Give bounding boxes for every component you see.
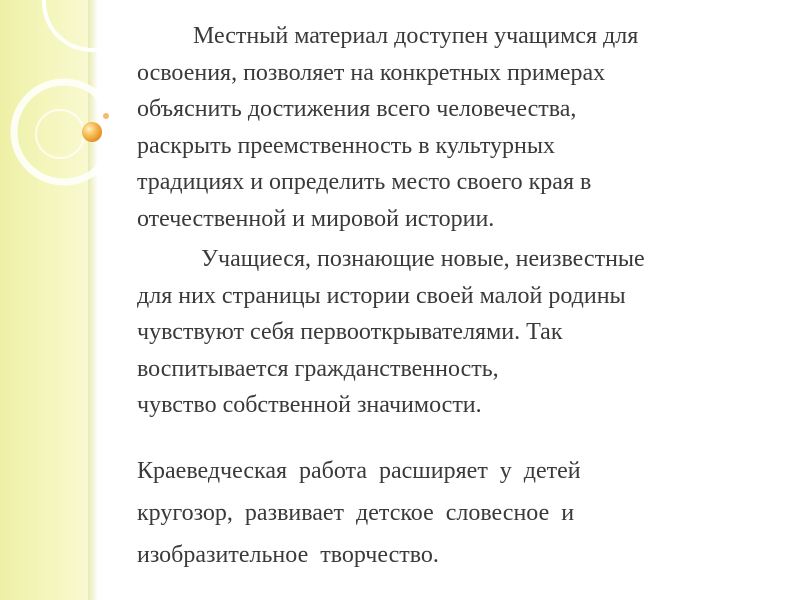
paragraph-local-history-work — [137, 450, 767, 576]
text-line: традициях и определить место своего края в — [137, 169, 592, 195]
text-line: освоения, позволяет на конкретных примерах — [137, 59, 606, 86]
paragraph-students-discoverers — [137, 241, 767, 424]
orange-orb — [82, 122, 102, 142]
text-line: кругозор, развивает детское словесное и — [137, 499, 575, 526]
text-line: чувствуют себя первооткрывателями. Так — [137, 319, 563, 345]
text-line: объяснить достижения всего человечества, — [137, 96, 577, 122]
text-line: изобразительное творчество. — [137, 541, 439, 568]
text-line: отечественной и мировой истории. — [137, 205, 495, 232]
text-line: Местный материал доступен учащимся для — [193, 23, 639, 49]
slide-text — [137, 18, 767, 576]
decorative-circles-ornament — [0, 0, 160, 240]
small-ring — [36, 110, 84, 158]
large-ring — [44, 0, 140, 50]
text-line: раскрыть преемственность в культурных — [137, 132, 555, 159]
text-line: чувство собственной значимости. — [137, 392, 482, 418]
text-line: для них страницы истории своей малой родины — [137, 282, 626, 309]
paragraph-local-material — [137, 18, 767, 237]
text-line: Краеведческая работа расширяет у детей — [137, 457, 581, 484]
tiny-orb — [103, 113, 109, 119]
text-line: воспитывается гражданственность, — [137, 355, 499, 382]
text-line: Учащиеся, познающие новые, неизвестные — [201, 246, 645, 272]
